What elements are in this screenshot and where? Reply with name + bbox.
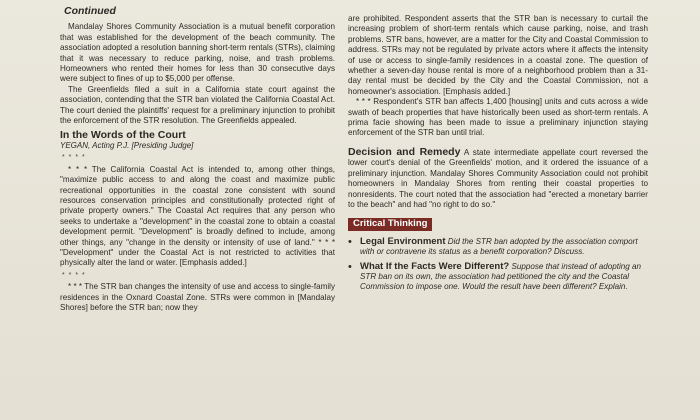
decision-remedy-body: A state intermediate appellate court reversed the lower court's denial of the Greenfields' motion, and it ordered the issuance of a preliminary injunction. Mandalay Shores Community Association could not prohibit homeowners in Mandalay Shores from renting their coastal properties to nonresidents. The court noted that the association had "erected a monetary barrier to the beach" and had "no right to do so." (348, 147, 648, 209)
ct-item-lead: Legal Environment (360, 235, 446, 247)
case-facts-paragraph-2: The Greenfields filed a suit in a California state court against the association, contending that the STR ban violated the California Coastal Act. The court denied the plaintiffs' request for a preliminary injunction to prohibit the enforcement of the STR resolution. The Greenfields appealed. (60, 84, 335, 126)
decision-remedy-block (348, 147, 648, 210)
critical-thinking-item (348, 237, 648, 258)
court-quote-3: * * * Respondent's STR ban affects 1,400 [housing] units and cuts across a wide swath of beach properties that have historically been used as short-term rentals. A prima facie showing has been made to issue a preliminary injunction staying enforcement of the STR ban until trial. (348, 97, 648, 138)
decision-remedy-title: Decision and Remedy (348, 145, 461, 158)
judge-byline: YEGAN, Acting P.J. [Presiding Judge] (60, 140, 194, 150)
court-quote-continued: are prohibited. Respondent asserts that the STR ban is necessary to curtail the increasing problem of short-term rentals which cause parking, noise, and trash problems. STR bans, however, are a matter for the City and Coastal Commission to address. STRs may not be regulated by private actors where it affects the intensity of use or access to single-family residences in a coastal zone. The question of whether a seven-day house rental is more of a neighborhood problem than a 31-day rental must be decided by the City and the Coastal Commission, not a homeowner's association. [Emphasis added.] (348, 14, 648, 96)
court-quote-2: * * * The STR ban changes the intensity of use and access to single-family residences in the Oxnard Coastal Zone. STRs were common in [Mandalay Shores] before the STR ban; now they (60, 282, 335, 312)
ct-item-lead: What If the Facts Were Different? (360, 260, 510, 272)
ellipsis-stars-2: * * * * (62, 271, 86, 279)
left-column (60, 6, 335, 313)
ellipsis-stars: * * * * (62, 154, 86, 162)
bullet-icon: • (348, 260, 352, 273)
ct-item-body: Did the STR ban adopted by the association comport with or contravene its status as a benefit corporation? Discuss. (360, 236, 638, 257)
critical-thinking-item (348, 262, 648, 293)
bullet-icon: • (348, 235, 352, 248)
words-of-court-title: In the Words of the Court (60, 129, 186, 142)
critical-thinking-label: Critical Thinking (348, 218, 432, 230)
continued-label: Continued (64, 5, 116, 17)
case-facts-paragraph-1: Mandalay Shores Community Association is a mutual benefit corporation that was established for the development of the beach community. The association adopted a resolution banning short-term rentals (STRs), claiming that it was necessary to reduce parking, noise, and trash problems. Homeowners who rented their homes for less than 30 consecutive days were subject to fines of up to $5,000 per offense. (60, 22, 335, 84)
court-quote-1: * * * The California Coastal Act is intended to, among other things, "maximize public access to and along the coast and maximize public recreational opportunities in the coastal zone consistent with sound resources conservation principles and constitutionally protected right of private property owners." The Coastal Act requires that any person who seeks to undertake a "development" in the coastal zone to obtain a coastal development permit. "Development" is broadly defined to include, among other things, any "change in the density or intensity of use of land." * * * "Development" under the Coastal Act is not restricted to activities that physically alter the land or water. [Emphasis added.] (60, 164, 335, 268)
right-column (348, 14, 648, 297)
ct-item-body: Suppose that instead of adopting an STR ban on its own, the association had petitioned the city and the Coastal Commission to impose one. Would the result have been different? Explain. (360, 261, 642, 292)
